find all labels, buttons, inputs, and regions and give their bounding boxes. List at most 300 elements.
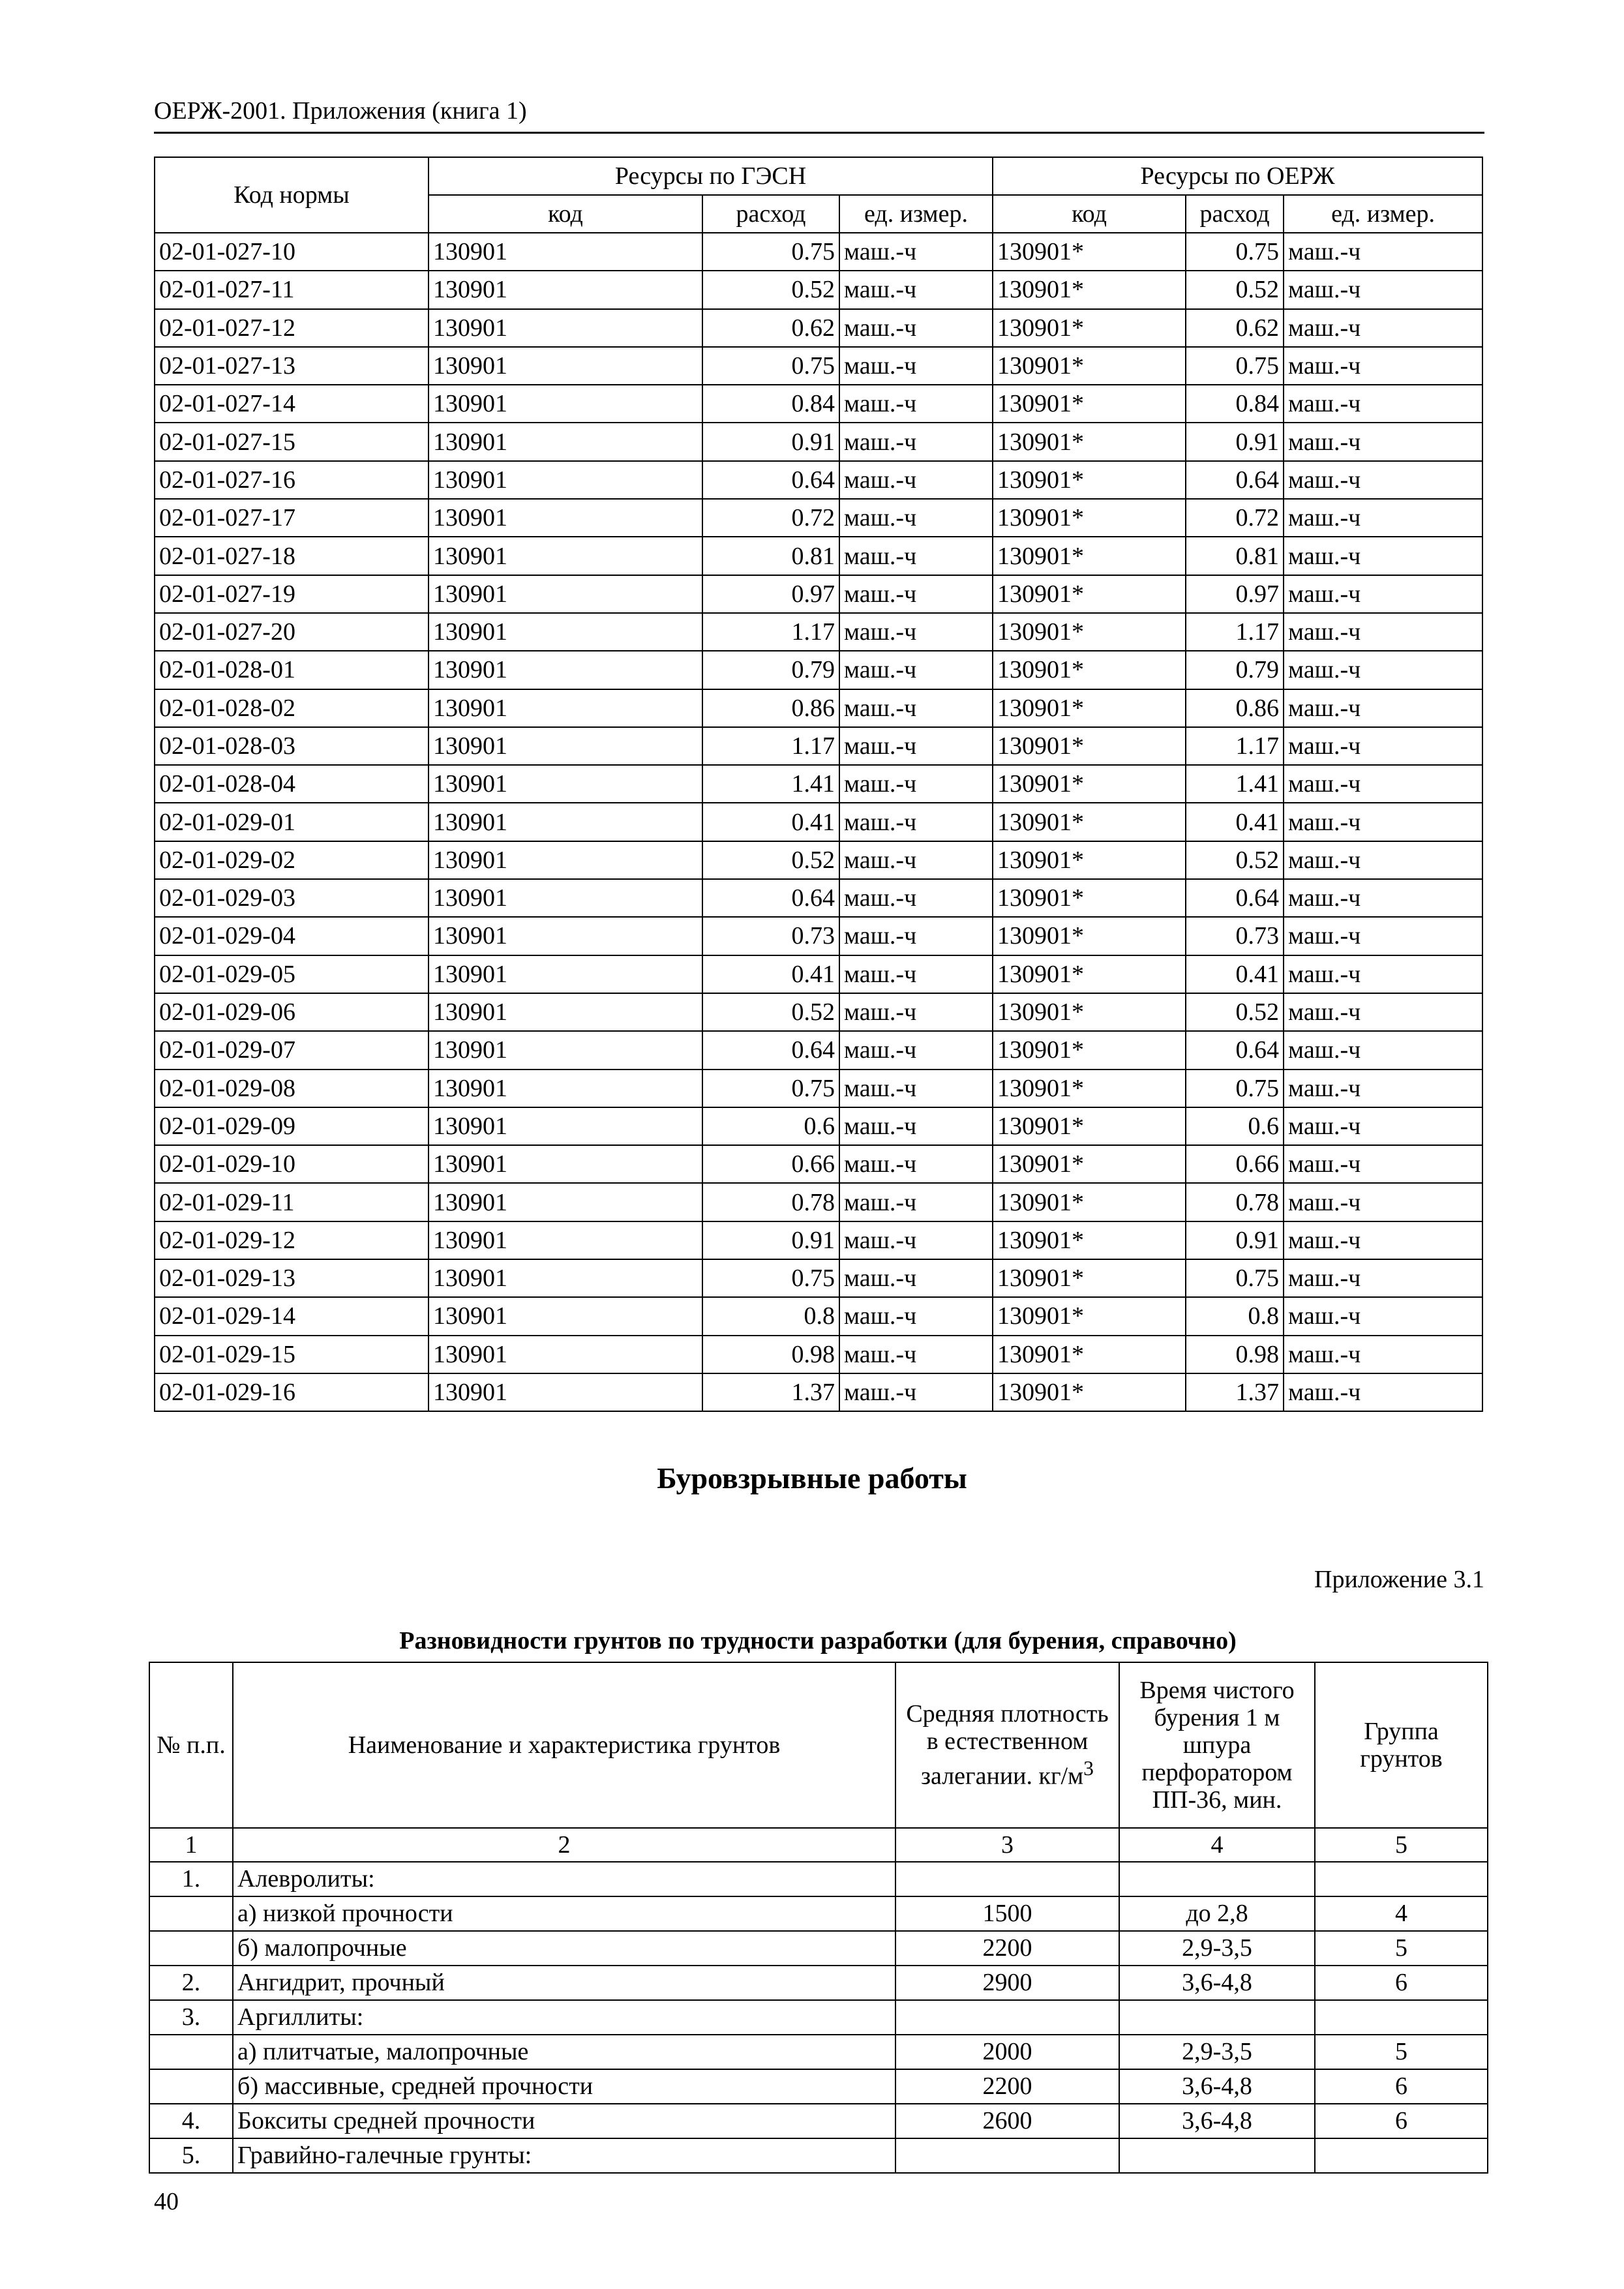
gesn-unit-cell: маш.-ч (839, 727, 993, 765)
oerzh-unit-cell: маш.-ч (1284, 727, 1482, 765)
norm-code-cell: 02-01-028-04 (155, 765, 429, 803)
gesn-amount-cell: 0.66 (702, 1145, 839, 1183)
resource-table (154, 157, 1483, 1412)
gesn-code-cell: 130901 (429, 1336, 702, 1373)
header-oerzh-code: код (993, 195, 1186, 233)
norm-code-cell: 02-01-029-14 (155, 1297, 429, 1335)
soil-name-cell: Аргиллиты: (233, 2000, 895, 2035)
oerzh-amount-cell: 0.84 (1186, 385, 1284, 423)
norm-code-cell: 02-01-027-11 (155, 271, 429, 308)
header-oerzh-unit: ед. измер. (1284, 195, 1482, 233)
gesn-code-cell: 130901 (429, 1297, 702, 1335)
gesn-amount-cell: 0.8 (702, 1297, 839, 1335)
table-row (149, 2138, 1488, 2173)
gesn-unit-cell: маш.-ч (839, 993, 993, 1031)
gesn-unit-cell: маш.-ч (839, 271, 993, 308)
oerzh-unit-cell: маш.-ч (1284, 271, 1482, 308)
table-row (155, 1373, 1482, 1411)
table-row (149, 1931, 1488, 1966)
oerzh-amount-cell: 0.78 (1186, 1183, 1284, 1221)
soil-group-cell: 6 (1315, 2104, 1488, 2138)
gesn-unit-cell: маш.-ч (839, 1336, 993, 1373)
oerzh-unit-cell: маш.-ч (1284, 575, 1482, 613)
gesn-code-cell: 130901 (429, 917, 702, 955)
oerzh-code-cell: 130901* (993, 613, 1186, 651)
gesn-amount-cell: 0.64 (702, 1031, 839, 1069)
table-row (155, 385, 1482, 423)
table-row (155, 1031, 1482, 1069)
soil-group-cell: 6 (1315, 1966, 1488, 2000)
oerzh-code-cell: 130901* (993, 917, 1186, 955)
norm-code-cell: 02-01-028-02 (155, 689, 429, 727)
soil-header-name: Наименование и характеристика грунтов (233, 1662, 895, 1828)
soil-header-num: № п.п. (149, 1662, 233, 1828)
soil-table-title: Разновидности грунтов по трудности разработки (для бурения, справочно) (399, 1627, 1237, 1654)
soil-group-cell (1315, 2138, 1488, 2173)
table-row (155, 271, 1482, 308)
soil-num-cell: 4. (149, 2104, 233, 2138)
soil-table-body (149, 1828, 1488, 2173)
norm-code-cell: 02-01-029-01 (155, 803, 429, 841)
soil-time-cell: 3,6-4,8 (1119, 1966, 1315, 2000)
gesn-code-cell: 130901 (429, 461, 702, 499)
soil-density-cell (895, 1862, 1119, 1896)
gesn-code-cell: 130901 (429, 879, 702, 917)
gesn-amount-cell: 0.98 (702, 1336, 839, 1373)
soil-name-cell: Гравийно-галечные грунты: (233, 2138, 895, 2173)
oerzh-code-cell: 130901* (993, 1070, 1186, 1107)
oerzh-unit-cell: маш.-ч (1284, 955, 1482, 993)
oerzh-amount-cell: 0.75 (1186, 233, 1284, 271)
soil-time-cell: 2,9-3,5 (1119, 1931, 1315, 1966)
oerzh-unit-cell: маш.-ч (1284, 1031, 1482, 1069)
gesn-code-cell: 130901 (429, 1259, 702, 1297)
gesn-amount-cell: 0.79 (702, 651, 839, 689)
table-row (149, 2035, 1488, 2069)
oerzh-unit-cell: маш.-ч (1284, 689, 1482, 727)
gesn-amount-cell: 0.52 (702, 841, 839, 879)
oerzh-unit-cell: маш.-ч (1284, 1221, 1482, 1259)
oerzh-unit-cell: маш.-ч (1284, 993, 1482, 1031)
gesn-code-cell: 130901 (429, 841, 702, 879)
table-row (155, 1183, 1482, 1221)
oerzh-code-cell: 130901* (993, 461, 1186, 499)
soil-num-cell: 5. (149, 2138, 233, 2173)
oerzh-amount-cell: 0.62 (1186, 309, 1284, 347)
gesn-amount-cell: 0.52 (702, 993, 839, 1031)
oerzh-unit-cell: маш.-ч (1284, 841, 1482, 879)
table-row (155, 765, 1482, 803)
gesn-unit-cell: маш.-ч (839, 651, 993, 689)
table-row (155, 879, 1482, 917)
oerzh-unit-cell: маш.-ч (1284, 309, 1482, 347)
soil-num-cell: 1. (149, 1862, 233, 1896)
gesn-unit-cell: маш.-ч (839, 1070, 993, 1107)
oerzh-unit-cell: маш.-ч (1284, 499, 1482, 537)
gesn-unit-cell: маш.-ч (839, 1145, 993, 1183)
table-row (155, 841, 1482, 879)
table-row (155, 613, 1482, 651)
table-row (155, 1221, 1482, 1259)
oerzh-amount-cell: 0.97 (1186, 575, 1284, 613)
oerzh-code-cell: 130901* (993, 309, 1186, 347)
gesn-amount-cell: 0.75 (702, 1259, 839, 1297)
table-row (155, 1145, 1482, 1183)
gesn-code-cell: 130901 (429, 347, 702, 385)
table-row (155, 1297, 1482, 1335)
norm-code-cell: 02-01-029-12 (155, 1221, 429, 1259)
header-gesn-amount: расход (702, 195, 839, 233)
oerzh-code-cell: 130901* (993, 879, 1186, 917)
soil-group-cell: 4 (1315, 1896, 1488, 1931)
oerzh-amount-cell: 0.41 (1186, 955, 1284, 993)
oerzh-amount-cell: 0.79 (1186, 651, 1284, 689)
table-row (155, 461, 1482, 499)
gesn-amount-cell: 0.91 (702, 423, 839, 460)
table-row (149, 2000, 1488, 2035)
oerzh-code-cell: 130901* (993, 1336, 1186, 1373)
table-row (149, 1896, 1488, 1931)
oerzh-unit-cell: маш.-ч (1284, 803, 1482, 841)
norm-code-cell: 02-01-029-13 (155, 1259, 429, 1297)
gesn-code-cell: 130901 (429, 1221, 702, 1259)
oerzh-code-cell: 130901* (993, 271, 1186, 308)
soil-num-cell (149, 1896, 233, 1931)
gesn-amount-cell: 0.62 (702, 309, 839, 347)
oerzh-amount-cell: 0.91 (1186, 423, 1284, 460)
oerzh-unit-cell: маш.-ч (1284, 1107, 1482, 1145)
table-row (155, 499, 1482, 537)
gesn-unit-cell: маш.-ч (839, 689, 993, 727)
oerzh-code-cell: 130901* (993, 385, 1186, 423)
gesn-unit-cell: маш.-ч (839, 385, 993, 423)
col-number: 5 (1315, 1828, 1488, 1862)
soil-header-density (895, 1662, 1119, 1828)
norm-code-cell: 02-01-029-09 (155, 1107, 429, 1145)
gesn-unit-cell: маш.-ч (839, 765, 993, 803)
col-number: 3 (895, 1828, 1119, 1862)
soil-density-cell: 1500 (895, 1896, 1119, 1931)
gesn-code-cell: 130901 (429, 271, 702, 308)
page-number: 40 (154, 2188, 179, 2215)
gesn-unit-cell: маш.-ч (839, 1031, 993, 1069)
gesn-unit-cell: маш.-ч (839, 955, 993, 993)
oerzh-unit-cell: маш.-ч (1284, 1259, 1482, 1297)
oerzh-code-cell: 130901* (993, 575, 1186, 613)
gesn-unit-cell: маш.-ч (839, 1183, 993, 1221)
col-number: 2 (233, 1828, 895, 1862)
oerzh-amount-cell: 0.72 (1186, 499, 1284, 537)
soil-density-cell: 2600 (895, 2104, 1119, 2138)
header-oerzh-amount: расход (1186, 195, 1284, 233)
header-gesn-unit: ед. измер. (839, 195, 993, 233)
gesn-unit-cell: маш.-ч (839, 1373, 993, 1411)
section-title: Буровзрывные работы (657, 1461, 967, 1495)
soil-num-cell: 2. (149, 1966, 233, 2000)
table-row (155, 1336, 1482, 1373)
oerzh-code-cell: 130901* (993, 1373, 1186, 1411)
appendix-label: Приложение 3.1 (1314, 1566, 1484, 1593)
oerzh-amount-cell: 0.52 (1186, 841, 1284, 879)
oerzh-code-cell: 130901* (993, 803, 1186, 841)
col-number: 1 (149, 1828, 233, 1862)
norm-code-cell: 02-01-028-03 (155, 727, 429, 765)
gesn-unit-cell: маш.-ч (839, 537, 993, 575)
oerzh-code-cell: 130901* (993, 233, 1186, 271)
table-row (155, 1070, 1482, 1107)
oerzh-unit-cell: маш.-ч (1284, 1336, 1482, 1373)
soil-num-cell (149, 2069, 233, 2104)
table-row (149, 2069, 1488, 2104)
oerzh-unit-cell: маш.-ч (1284, 537, 1482, 575)
oerzh-unit-cell: маш.-ч (1284, 347, 1482, 385)
soil-group-cell: 6 (1315, 2069, 1488, 2104)
table-row (149, 2104, 1488, 2138)
table-row (155, 727, 1482, 765)
gesn-code-cell: 130901 (429, 613, 702, 651)
oerzh-unit-cell: маш.-ч (1284, 233, 1482, 271)
norm-code-cell: 02-01-027-18 (155, 537, 429, 575)
gesn-code-cell: 130901 (429, 309, 702, 347)
oerzh-code-cell: 130901* (993, 1259, 1186, 1297)
gesn-code-cell: 130901 (429, 1183, 702, 1221)
gesn-amount-cell: 0.75 (702, 233, 839, 271)
oerzh-amount-cell: 1.41 (1186, 765, 1284, 803)
table-row (155, 1107, 1482, 1145)
gesn-unit-cell: маш.-ч (839, 1221, 993, 1259)
gesn-amount-cell: 0.72 (702, 499, 839, 537)
gesn-unit-cell: маш.-ч (839, 803, 993, 841)
oerzh-code-cell: 130901* (993, 499, 1186, 537)
gesn-code-cell: 130901 (429, 1107, 702, 1145)
soil-name-cell: Ангидрит, прочный (233, 1966, 895, 2000)
gesn-code-cell: 130901 (429, 1145, 702, 1183)
soil-group-cell (1315, 1862, 1488, 1896)
soil-table (149, 1662, 1488, 2174)
gesn-unit-cell: маш.-ч (839, 841, 993, 879)
gesn-code-cell: 130901 (429, 1070, 702, 1107)
table-row (155, 917, 1482, 955)
oerzh-code-cell: 130901* (993, 727, 1186, 765)
gesn-amount-cell: 1.17 (702, 727, 839, 765)
header-gesn-code: код (429, 195, 702, 233)
gesn-code-cell: 130901 (429, 1373, 702, 1411)
oerzh-unit-cell: маш.-ч (1284, 385, 1482, 423)
oerzh-amount-cell: 1.17 (1186, 613, 1284, 651)
table-row (155, 1259, 1482, 1297)
gesn-unit-cell: маш.-ч (839, 461, 993, 499)
oerzh-unit-cell: маш.-ч (1284, 1183, 1482, 1221)
oerzh-code-cell: 130901* (993, 1145, 1186, 1183)
gesn-code-cell: 130901 (429, 1031, 702, 1069)
gesn-amount-cell: 0.81 (702, 537, 839, 575)
oerzh-unit-cell: маш.-ч (1284, 613, 1482, 651)
soil-time-cell (1119, 2138, 1315, 2173)
oerzh-unit-cell: маш.-ч (1284, 461, 1482, 499)
norm-code-cell: 02-01-027-15 (155, 423, 429, 460)
gesn-amount-cell: 0.41 (702, 803, 839, 841)
soil-column-numbers (149, 1828, 1488, 1862)
oerzh-amount-cell: 0.81 (1186, 537, 1284, 575)
oerzh-code-cell: 130901* (993, 689, 1186, 727)
oerzh-amount-cell: 0.8 (1186, 1297, 1284, 1335)
gesn-code-cell: 130901 (429, 233, 702, 271)
gesn-amount-cell: 0.86 (702, 689, 839, 727)
gesn-unit-cell: маш.-ч (839, 499, 993, 537)
soil-density-cell: 2900 (895, 1966, 1119, 2000)
oerzh-code-cell: 130901* (993, 1107, 1186, 1145)
norm-code-cell: 02-01-027-19 (155, 575, 429, 613)
soil-num-cell (149, 1931, 233, 1966)
oerzh-unit-cell: маш.-ч (1284, 1070, 1482, 1107)
norm-code-cell: 02-01-027-17 (155, 499, 429, 537)
oerzh-code-cell: 130901* (993, 423, 1186, 460)
table-row (155, 537, 1482, 575)
oerzh-code-cell: 130901* (993, 841, 1186, 879)
header-norm-code: Код нормы (155, 157, 429, 233)
gesn-unit-cell: маш.-ч (839, 917, 993, 955)
norm-code-cell: 02-01-029-06 (155, 993, 429, 1031)
oerzh-amount-cell: 1.17 (1186, 727, 1284, 765)
soil-header-density-text: Средняя плотность в естественном залегании. кг/м (906, 1700, 1109, 1790)
oerzh-amount-cell: 0.86 (1186, 689, 1284, 727)
oerzh-unit-cell: маш.-ч (1284, 917, 1482, 955)
table-row (155, 803, 1482, 841)
gesn-unit-cell: маш.-ч (839, 575, 993, 613)
gesn-amount-cell: 1.37 (702, 1373, 839, 1411)
oerzh-code-cell: 130901* (993, 955, 1186, 993)
oerzh-amount-cell: 0.75 (1186, 1259, 1284, 1297)
gesn-code-cell: 130901 (429, 765, 702, 803)
norm-code-cell: 02-01-027-10 (155, 233, 429, 271)
col-number: 4 (1119, 1828, 1315, 1862)
gesn-unit-cell: маш.-ч (839, 309, 993, 347)
norm-code-cell: 02-01-029-05 (155, 955, 429, 993)
gesn-unit-cell: маш.-ч (839, 879, 993, 917)
table-row (155, 955, 1482, 993)
oerzh-amount-cell: 0.64 (1186, 1031, 1284, 1069)
gesn-code-cell: 130901 (429, 537, 702, 575)
soil-name-cell: а) низкой прочности (233, 1896, 895, 1931)
oerzh-amount-cell: 0.75 (1186, 347, 1284, 385)
oerzh-amount-cell: 0.75 (1186, 1070, 1284, 1107)
oerzh-amount-cell: 0.52 (1186, 993, 1284, 1031)
table-row (155, 309, 1482, 347)
gesn-unit-cell: маш.-ч (839, 1107, 993, 1145)
oerzh-amount-cell: 1.37 (1186, 1373, 1284, 1411)
table-row (149, 1966, 1488, 2000)
gesn-amount-cell: 0.75 (702, 1070, 839, 1107)
table-row (155, 575, 1482, 613)
gesn-unit-cell: маш.-ч (839, 423, 993, 460)
soil-header-density-sup: 3 (1083, 1757, 1094, 1780)
norm-code-cell: 02-01-029-15 (155, 1336, 429, 1373)
oerzh-amount-cell: 0.52 (1186, 271, 1284, 308)
gesn-code-cell: 130901 (429, 385, 702, 423)
gesn-code-cell: 130901 (429, 727, 702, 765)
gesn-amount-cell: 0.64 (702, 879, 839, 917)
gesn-amount-cell: 0.6 (702, 1107, 839, 1145)
oerzh-code-cell: 130901* (993, 651, 1186, 689)
gesn-amount-cell: 0.73 (702, 917, 839, 955)
soil-density-cell: 2200 (895, 1931, 1119, 1966)
oerzh-code-cell: 130901* (993, 1031, 1186, 1069)
oerzh-unit-cell: маш.-ч (1284, 1373, 1482, 1411)
gesn-code-cell: 130901 (429, 575, 702, 613)
oerzh-code-cell: 130901* (993, 765, 1186, 803)
norm-code-cell: 02-01-029-08 (155, 1070, 429, 1107)
gesn-amount-cell: 1.41 (702, 765, 839, 803)
gesn-code-cell: 130901 (429, 803, 702, 841)
oerzh-code-cell: 130901* (993, 1183, 1186, 1221)
oerzh-amount-cell: 0.6 (1186, 1107, 1284, 1145)
oerzh-code-cell: 130901* (993, 1297, 1186, 1335)
gesn-code-cell: 130901 (429, 423, 702, 460)
oerzh-amount-cell: 0.64 (1186, 879, 1284, 917)
oerzh-unit-cell: маш.-ч (1284, 765, 1482, 803)
soil-name-cell: Бокситы средней прочности (233, 2104, 895, 2138)
gesn-amount-cell: 1.17 (702, 613, 839, 651)
norm-code-cell: 02-01-029-16 (155, 1373, 429, 1411)
norm-code-cell: 02-01-027-20 (155, 613, 429, 651)
soil-header-group: Группа грунтов (1315, 1662, 1488, 1828)
soil-name-cell: Алевролиты: (233, 1862, 895, 1896)
oerzh-code-cell: 130901* (993, 537, 1186, 575)
soil-header-time: Время чистого бурения 1 м шпура перфоратором ПП-36, мин. (1119, 1662, 1315, 1828)
oerzh-code-cell: 130901* (993, 993, 1186, 1031)
gesn-code-cell: 130901 (429, 689, 702, 727)
table-row (155, 993, 1482, 1031)
gesn-unit-cell: маш.-ч (839, 1259, 993, 1297)
gesn-amount-cell: 0.75 (702, 347, 839, 385)
norm-code-cell: 02-01-027-14 (155, 385, 429, 423)
header-gesn-group: Ресурсы по ГЭСН (429, 157, 993, 195)
table-row (155, 651, 1482, 689)
norm-code-cell: 02-01-029-03 (155, 879, 429, 917)
oerzh-amount-cell: 0.66 (1186, 1145, 1284, 1183)
oerzh-unit-cell: маш.-ч (1284, 1145, 1482, 1183)
soil-density-cell: 2000 (895, 2035, 1119, 2069)
table-row (155, 233, 1482, 271)
soil-time-cell (1119, 1862, 1315, 1896)
gesn-amount-cell: 0.97 (702, 575, 839, 613)
gesn-unit-cell: маш.-ч (839, 233, 993, 271)
gesn-unit-cell: маш.-ч (839, 1297, 993, 1335)
soil-density-cell (895, 2000, 1119, 2035)
table-row (155, 347, 1482, 385)
gesn-amount-cell: 0.41 (702, 955, 839, 993)
gesn-unit-cell: маш.-ч (839, 613, 993, 651)
soil-name-cell: б) массивные, средней прочности (233, 2069, 895, 2104)
norm-code-cell: 02-01-027-13 (155, 347, 429, 385)
norm-code-cell: 02-01-029-02 (155, 841, 429, 879)
oerzh-amount-cell: 0.64 (1186, 461, 1284, 499)
soil-density-cell (895, 2138, 1119, 2173)
norm-code-cell: 02-01-027-16 (155, 461, 429, 499)
gesn-code-cell: 130901 (429, 993, 702, 1031)
gesn-code-cell: 130901 (429, 955, 702, 993)
oerzh-amount-cell: 0.91 (1186, 1221, 1284, 1259)
gesn-amount-cell: 0.91 (702, 1221, 839, 1259)
soil-group-cell: 5 (1315, 1931, 1488, 1966)
soil-time-cell: до 2,8 (1119, 1896, 1315, 1931)
resource-table-body (155, 233, 1482, 1411)
running-header: ОЕРЖ-2001. Приложения (книга 1) (154, 97, 1484, 134)
soil-num-cell: 3. (149, 2000, 233, 2035)
norm-code-cell: 02-01-029-10 (155, 1145, 429, 1183)
oerzh-unit-cell: маш.-ч (1284, 1297, 1482, 1335)
oerzh-code-cell: 130901* (993, 1221, 1186, 1259)
